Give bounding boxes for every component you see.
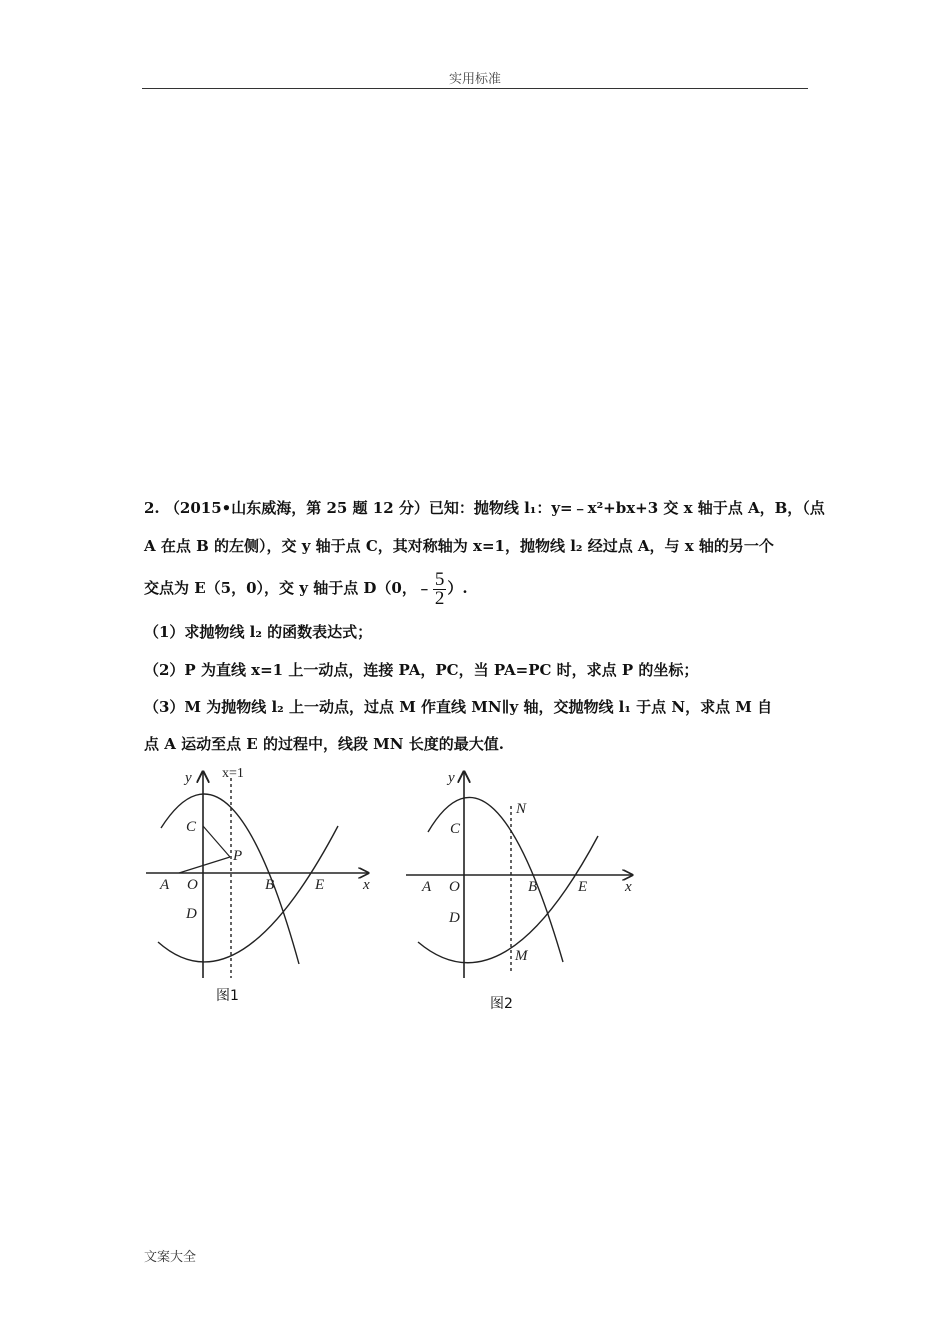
fig2-label-x: x <box>625 879 632 895</box>
fig2-parabola-l2 <box>418 836 598 963</box>
fig2-label-M: M <box>515 948 528 964</box>
page-footer: 文案大全 <box>144 1250 197 1265</box>
fig1-label-y: y <box>185 770 192 786</box>
fraction-numerator: 5 <box>434 568 445 590</box>
question-3-line-1: （3）M 为抛物线 l₂ 上一动点，过点 M 作直线 MN∥y 轴，交抛物线 l₁ 于点 N，求点 M 自 <box>144 698 773 716</box>
fig1-label-O: O <box>187 877 198 893</box>
problem-line-3-end: ）. <box>447 579 468 597</box>
question-1: （1）求抛物线 l₂ 的函数表达式； <box>144 623 373 641</box>
fig2-caption: 图2 <box>490 996 513 1012</box>
problem-line-1: 2. （2015•山东威海，第 25 题 12 分）已知：抛物线 l₁：y=﹣x²+bx+3 交 x 轴于点 A，B，（点 <box>144 499 825 517</box>
fig1-label-P: P <box>233 848 243 864</box>
fig1-label-D: D <box>186 906 197 922</box>
fig1-label-B: B <box>265 877 275 893</box>
fig2-label-A: A <box>422 879 432 895</box>
fig2-label-C: C <box>450 821 461 837</box>
fig1-label-A: A <box>160 877 170 893</box>
problem-line-2: A 在点 B 的左侧），交 y 轴于点 C，其对称轴为 x=1，抛物线 l₂ 经过点 A，与 x 轴的另一个 <box>144 537 774 555</box>
fig1-label-E: E <box>315 877 325 893</box>
page-header: 实用标准 <box>448 72 501 87</box>
problem-line-3-text: 交点为 E（5，0），交 y 轴于点 D（0，﹣ <box>144 579 432 597</box>
fig2-label-D: D <box>449 910 460 926</box>
fig1-caption: 图1 <box>216 988 239 1004</box>
fig2-label-N: N <box>516 801 527 817</box>
fraction-denominator: 2 <box>434 587 445 609</box>
fig2-label-E: E <box>578 879 588 895</box>
fig1-label-C: C <box>186 819 197 835</box>
fig1-label-axis-line: x=1 <box>222 766 244 781</box>
fig2-label-B: B <box>528 879 538 895</box>
question-2: （2）P 为直线 x=1 上一动点，连接 PA，PC，当 PA=PC 时，求点 P 的坐标； <box>144 661 699 679</box>
question-3-line-2: 点 A 运动至点 E 的过程中，线段 MN 长度的最大值. <box>144 735 504 753</box>
fig2-label-O: O <box>449 879 460 895</box>
fig2-label-y: y <box>448 770 455 786</box>
fig1-label-x: x <box>363 877 370 893</box>
